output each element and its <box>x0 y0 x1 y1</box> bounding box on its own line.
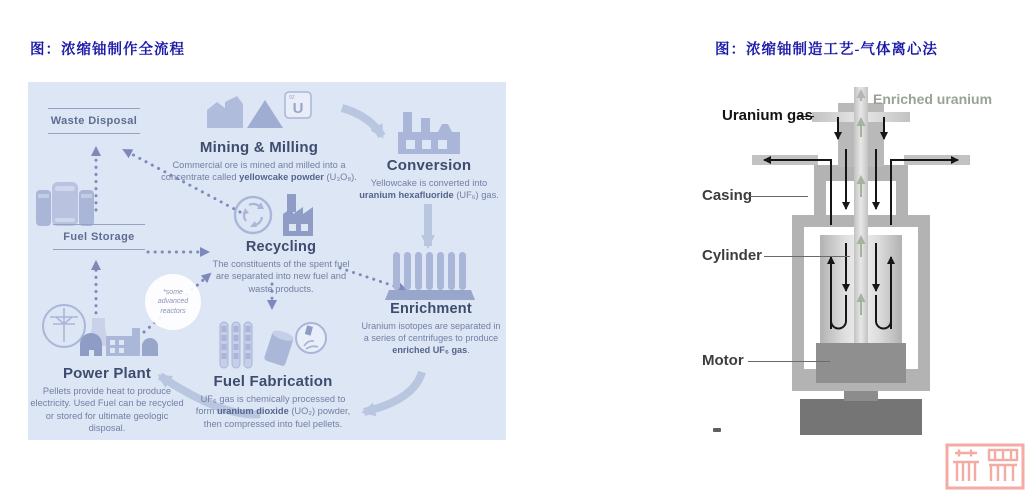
conversion-node <box>358 110 500 202</box>
centrifuge-base <box>800 399 922 435</box>
cylinder-leader-line <box>764 256 850 257</box>
transmission-tower-icon <box>50 308 78 342</box>
enrichment-title: Enrichment <box>390 301 472 317</box>
gas-centrifuge-diagram <box>700 85 993 437</box>
uranium-atomic-number: 92 <box>289 95 295 101</box>
mining-title: Mining & Milling <box>199 139 319 156</box>
right-figure-title: 图：浓缩铀制造工艺-气体离心法 <box>715 42 938 58</box>
conversion-factory-icon <box>394 110 464 156</box>
stray-mark <box>713 428 721 432</box>
waste-disposal-label: Waste Disposal <box>48 108 140 134</box>
hand-with-pellet-icon <box>296 323 326 353</box>
uranium-gas-leader-line <box>798 116 814 117</box>
recycling-title: Recycling <box>245 239 317 255</box>
red-seal-watermark <box>945 443 1025 490</box>
fuel-fabrication-title: Fuel Fabrication <box>213 373 333 390</box>
enriched-uranium-label: Enriched uranium <box>873 91 993 107</box>
power-plant-title: Power Plant <box>62 365 152 382</box>
uranium-gas-label: Uranium gas <box>722 107 813 124</box>
fuel-storage-label: Fuel Storage <box>53 224 145 250</box>
enrichment-centrifuges-icon <box>385 250 477 300</box>
fuel-fabrication-description: UF₆ gas is chemically processed to form uranium dioxide (UO₂) powder, then compressed into fuel pellets. <box>195 394 351 429</box>
advanced-reactors-note: *some advanced reactors <box>145 274 201 330</box>
enrichment-description: Uranium isotopes are separated in a series of centrifuges to produce enriched UF₆ gas. <box>361 321 501 356</box>
uranium-element-symbol: U <box>292 100 304 117</box>
casing-label: Casing <box>702 187 753 204</box>
enrichment-node <box>358 250 504 357</box>
mining-description: Commercial ore is mined and milled into a concentrate called yellowcake powder (U₃O₈). <box>161 160 357 183</box>
motor-block <box>816 343 906 383</box>
motor-label: Motor <box>702 352 744 369</box>
arrow-enrichment-to-fuelfab <box>364 372 422 412</box>
recycling-description: The constituents of the spent fuel are separated into new fuel and waste products. <box>212 259 350 294</box>
cylinder-label: Cylinder <box>702 247 763 264</box>
recycling-node <box>206 192 356 295</box>
fuel-cycle-diagram <box>28 82 506 440</box>
fuel-storage-casks-icon <box>32 178 98 230</box>
motor-leader-line <box>748 361 830 362</box>
fuel-storage-node <box>32 178 98 230</box>
fuel-fabrication-icon <box>216 320 331 372</box>
fuel-fabrication-node <box>192 320 354 430</box>
power-plant-description: Pellets provide heat to produce electricity. Used Fuel can be recycled or stored for ultimate geologic disposal. <box>30 386 184 434</box>
recycling-icon <box>231 192 331 238</box>
mining-milling-icon <box>199 88 319 138</box>
casing-leader-line <box>750 196 808 197</box>
conversion-title: Conversion <box>386 157 472 174</box>
pellet-drum-icon <box>263 328 294 366</box>
conversion-description: Yellowcake is converted into uranium hexafluoride (UF₆) gas. <box>359 178 499 201</box>
mining-milling-node <box>150 88 368 184</box>
left-figure-title: 图：浓缩铀制作全流程 <box>30 42 185 58</box>
